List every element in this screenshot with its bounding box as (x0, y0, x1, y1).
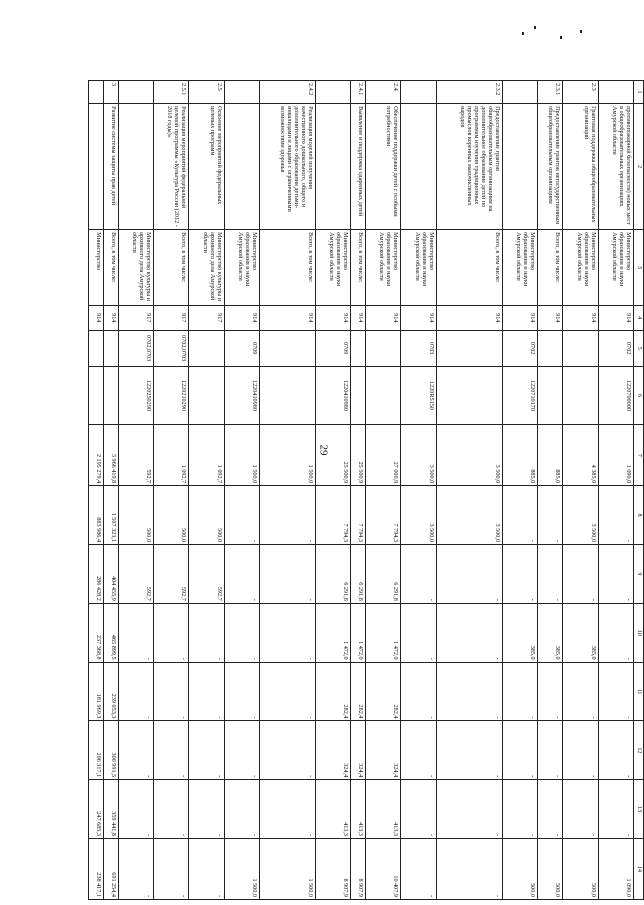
table-cell: 592,7 (118, 545, 153, 604)
table-cell (103, 330, 118, 366)
table-cell: 2.4.1 (351, 81, 366, 104)
table-cell: 914 (436, 305, 502, 330)
table-cell: Министерство образования и науки Амурской области (224, 230, 259, 306)
table-cell: Министерство культуры и архивного дела Амурской области (189, 230, 224, 306)
table-cell: - (502, 780, 537, 839)
table-cell: - (401, 662, 436, 721)
table-cell: 3 966 419,8 (103, 425, 118, 486)
table-cell: 181 969,3 (89, 662, 104, 721)
table-cell (351, 366, 366, 425)
table-cell: Реализация мероприятий федеральной целевой программы «Культура России (2012 - 2018 годы)» (153, 104, 188, 230)
table-cell: Министерство образования и науки Амурской области (598, 230, 633, 306)
table-cell: 385,0 (502, 603, 537, 662)
table-cell: 2.3 (563, 81, 598, 104)
table-cell: 914 (538, 305, 563, 330)
table-cell: 2.5.1 (153, 81, 188, 104)
table-cell: 413,3 (365, 780, 400, 839)
table-cell: Предоставление грантов негосударственным общеобразовательным организациям (538, 104, 563, 230)
table-cell: - (563, 721, 598, 780)
table-cell: 282,4 (351, 662, 366, 721)
table-cell: Всего, в том числе: (436, 230, 502, 306)
table-cell (563, 366, 598, 425)
header-cell: 14 (634, 839, 644, 900)
table-cell: Освоение мероприятий федеральных целевых программ (189, 104, 224, 230)
table-cell: 1220250290 (118, 366, 153, 425)
table-cell: 25 500,9 (315, 425, 350, 486)
table-cell: 2.4.2 (259, 81, 315, 104)
table-cell: 7 794,3 (315, 486, 350, 545)
header-cell: 4 (634, 305, 644, 330)
table-cell: 1220410980 (224, 366, 259, 425)
table-cell: 2 195 279,4 (89, 425, 104, 486)
table-cell (401, 81, 436, 104)
table-cell: Министерство (89, 230, 104, 306)
table-cell: - (259, 721, 315, 780)
table-cell: - (598, 486, 633, 545)
table-cell: - (224, 603, 259, 662)
table-cell: 914 (502, 305, 537, 330)
table-cell: 27 000,9 (365, 425, 400, 486)
table-cell: - (598, 603, 633, 662)
table-cell: - (538, 486, 563, 545)
table-cell: - (502, 486, 537, 545)
table-cell: 282,4 (365, 662, 400, 721)
table-cell: - (502, 721, 537, 780)
table-cell: 883 986,4 (89, 486, 104, 545)
header-cell: 3 (634, 230, 644, 306)
table-cell (563, 330, 598, 366)
table-cell (259, 330, 315, 366)
table-cell (436, 366, 502, 425)
table-cell: 6 291,8 (365, 545, 400, 604)
header-cell: 9 (634, 545, 644, 604)
table-cell: - (538, 721, 563, 780)
table-row (118, 81, 153, 900)
table-cell: 1 092,7 (153, 425, 188, 486)
table-cell: 282,4 (315, 662, 350, 721)
table-cell: - (118, 721, 153, 780)
table-cell: 4 385,0 (563, 425, 598, 486)
table-cell: - (259, 780, 315, 839)
table-row (598, 81, 633, 900)
table-cell: 592,7 (118, 425, 153, 486)
table-cell: - (224, 486, 259, 545)
table-cell (89, 330, 104, 366)
table-cell: - (153, 839, 188, 900)
table-cell: Всего, в том числе: (538, 230, 563, 306)
table-cell: - (598, 662, 633, 721)
table-cell: 1 090,0 (598, 425, 633, 486)
table-cell: 413,3 (351, 780, 366, 839)
table-cell: - (563, 545, 598, 604)
table-cell: Выявление и поддержка одаренных детей (351, 104, 366, 230)
table-cell: 10 407,9 (365, 839, 400, 900)
table-cell: - (224, 545, 259, 604)
table-cell: 1 507 323,1 (103, 486, 118, 545)
table-row (563, 81, 598, 900)
table-row (315, 81, 350, 900)
header-cell: 10 (634, 603, 644, 662)
table-cell (365, 366, 400, 425)
table-cell: Всего, в том числе: (153, 230, 188, 306)
table-cell (103, 366, 118, 425)
header-cell: 13 (634, 780, 644, 839)
table-cell: - (436, 545, 502, 604)
table-cell: 914 (563, 305, 598, 330)
table-row (153, 81, 188, 900)
table-cell (538, 330, 563, 366)
table-cell (189, 330, 224, 366)
table-cell: 385,0 (563, 603, 598, 662)
table-cell (436, 330, 502, 366)
table-cell: 500,0 (538, 839, 563, 900)
table-cell (89, 104, 104, 230)
table-cell: 1220710170 (502, 366, 537, 425)
table-cell: - (224, 780, 259, 839)
table-cell: Всего, в том числе: (259, 230, 315, 306)
table-cell: 413,3 (315, 780, 350, 839)
budget-table (88, 80, 644, 900)
rotated-table-area (88, 80, 644, 900)
table-cell: 7 794,3 (351, 486, 366, 545)
table-cell: 691 254,4 (103, 839, 118, 900)
table-cell: 359 441,8 (103, 780, 118, 839)
table-cell: 500,0 (118, 486, 153, 545)
table-cell: 914 (401, 305, 436, 330)
table-cell: - (563, 780, 598, 839)
table-cell: 3 500,0 (401, 486, 436, 545)
table-row (103, 81, 118, 900)
header-cell: 8 (634, 486, 644, 545)
table-cell (89, 81, 104, 104)
table-cell: 324,4 (351, 721, 366, 780)
header-row (634, 81, 644, 900)
table-cell: - (259, 545, 315, 604)
table-cell: 0702 (598, 330, 633, 366)
table-cell: 914 (365, 305, 400, 330)
table-body (89, 81, 634, 900)
table-cell: 239 053,3 (103, 662, 118, 721)
table-cell: 500,0 (153, 486, 188, 545)
table-row (502, 81, 537, 900)
table-cell (189, 366, 224, 425)
table-cell (315, 104, 350, 230)
table-cell: - (401, 780, 436, 839)
table-cell: 917 (189, 305, 224, 330)
table-cell: 8 907,9 (351, 839, 366, 900)
table-cell: 465 899,5 (103, 603, 118, 662)
table-cell: Всего, в том числе: (351, 230, 366, 306)
table-cell: - (436, 662, 502, 721)
page-number: 29 (317, 444, 330, 456)
table-cell: - (401, 721, 436, 780)
table-cell: 0702,0703 (153, 330, 188, 366)
header-cell: 6 (634, 366, 644, 425)
table-cell: - (598, 721, 633, 780)
table-cell: 0709 (315, 330, 350, 366)
table-cell: - (436, 780, 502, 839)
table-cell (538, 366, 563, 425)
table-cell: 914 (315, 305, 350, 330)
table-cell: 286 428,2 (89, 545, 104, 604)
table-cell: - (118, 839, 153, 900)
table-cell: - (538, 780, 563, 839)
table-cell: 1220410980 (315, 366, 350, 425)
table-cell (365, 330, 400, 366)
table-cell: - (189, 780, 224, 839)
table-cell: 324,4 (365, 721, 400, 780)
table-row (538, 81, 563, 900)
table-cell: 25 500,9 (351, 425, 366, 486)
table-cell: 238 417,1 (89, 839, 104, 900)
table-cell (118, 104, 153, 230)
scan-specks (520, 22, 600, 42)
table-row (224, 81, 259, 900)
table-cell: - (502, 545, 537, 604)
table-cell: Всего, в том числе: (103, 230, 118, 306)
table-cell: 3 500,0 (563, 486, 598, 545)
table-cell: 6 291,8 (351, 545, 366, 604)
table-cell: 237 368,8 (89, 603, 104, 662)
table-cell: 3 500,0 (436, 425, 502, 486)
table-cell (224, 81, 259, 104)
table-cell: - (436, 721, 502, 780)
table-cell: 0703 (401, 330, 436, 366)
table-cell: - (502, 662, 537, 721)
table-cell: - (401, 839, 436, 900)
table-cell: - (563, 662, 598, 721)
table-cell: 3 500,0 (401, 425, 436, 486)
table-cell: 7 794,3 (365, 486, 400, 545)
table-cell (502, 81, 537, 104)
table-cell: 2.5 (189, 81, 224, 104)
table-cell (315, 81, 350, 104)
table-cell: - (259, 662, 315, 721)
table-cell: - (189, 721, 224, 780)
table-cell: 500,0 (563, 839, 598, 900)
table-cell: Грантовая поддержка общеобразовательных организаций (563, 104, 598, 230)
table-cell: Министерство культуры и архивного дела Амурской области (118, 230, 153, 306)
table-cell: 885,0 (538, 425, 563, 486)
table-row (365, 81, 400, 900)
table-cell: 1220R5150 (401, 366, 436, 425)
table-cell: противопожарной безопасности) новых мест в общеобразовательных организациях Амурской области (598, 104, 633, 230)
header-cell: 7 (634, 425, 644, 486)
table-cell: Обеспечение поддержки детей с особыми потребностями (365, 104, 400, 230)
table-cell: 500,0 (502, 839, 537, 900)
table-cell: - (436, 839, 502, 900)
table-cell: Министерство образования и науки Амурской области (365, 230, 400, 306)
table-cell (224, 104, 259, 230)
table-cell: 8 907,9 (315, 839, 350, 900)
table-cell: - (224, 721, 259, 780)
table-cell: - (189, 603, 224, 662)
table-cell: 885,0 (502, 425, 537, 486)
table-cell: 3 500,0 (436, 486, 502, 545)
table-cell: 247 685,3 (89, 780, 104, 839)
table-cell (351, 330, 366, 366)
table-cell: 404 455,9 (103, 545, 118, 604)
table-cell: Министерство образования и науки Амурской области (502, 230, 537, 306)
table-cell (118, 81, 153, 104)
table-cell: 2.3.1 (538, 81, 563, 104)
table-cell: - (189, 662, 224, 721)
table-cell: 0702 (502, 330, 537, 366)
table-cell: - (118, 780, 153, 839)
table-cell: 2.3.2 (436, 81, 502, 104)
table-cell (502, 104, 537, 230)
table-cell: Министерство образования и науки Амурской области (563, 230, 598, 306)
header-cell: 2 (634, 104, 644, 230)
table-row (89, 81, 104, 900)
table-cell: 1 090,0 (598, 839, 633, 900)
table-cell: 500,0 (189, 486, 224, 545)
table-cell: 3 (103, 81, 118, 104)
table-cell: 2.4 (365, 81, 400, 104)
table-cell: 1220210290 (153, 366, 188, 425)
table-cell: Предоставление грантов общеобразовательным организациям на дополнительное образование детей по программам изучения традиционных промыслов коренных малочисленных народов (436, 104, 502, 230)
table-cell: 1 500,0 (259, 839, 315, 900)
table-cell: - (401, 545, 436, 604)
table-row (436, 81, 502, 900)
table-cell: 914 (224, 305, 259, 330)
table-cell: - (153, 780, 188, 839)
table-cell: 917 (153, 305, 188, 330)
table-cell: - (538, 545, 563, 604)
table-cell: 917 (118, 305, 153, 330)
table-cell: - (598, 545, 633, 604)
table-row (189, 81, 224, 900)
table-cell: 1 472,0 (351, 603, 366, 662)
table-cell: - (259, 486, 315, 545)
table-cell: Развитие системы защиты прав детей (103, 104, 118, 230)
table-cell: 914 (259, 305, 315, 330)
table-row (351, 81, 366, 900)
table-cell (259, 366, 315, 425)
table-row (259, 81, 315, 900)
header-cell: 1 (634, 81, 644, 104)
table-cell: - (538, 662, 563, 721)
table-cell: - (401, 603, 436, 662)
table-cell: Реализация моделей получения качественного дошкольного, общего и дополнительного образования детьми-инвалидами и лицами с ограниченными возможностями здоровья (259, 104, 315, 230)
table-row (401, 81, 436, 900)
table-cell: - (189, 839, 224, 900)
table-cell: 914 (103, 305, 118, 330)
table-cell: 0709 (224, 330, 259, 366)
table-cell: 1 500,0 (259, 425, 315, 486)
table-cell: - (224, 662, 259, 721)
table-cell: 206 317,1 (89, 721, 104, 780)
table-cell: 592,7 (153, 545, 188, 604)
table-cell: 914 (351, 305, 366, 330)
table-cell: 300 991,5 (103, 721, 118, 780)
table-cell: 385,0 (538, 603, 563, 662)
table-cell (598, 81, 633, 104)
table-cell: - (153, 603, 188, 662)
table-cell: 1 500,0 (224, 425, 259, 486)
table-cell: 324,4 (315, 721, 350, 780)
table-cell: - (598, 780, 633, 839)
table-cell: Министерство образования и науки Амурской области (315, 230, 350, 306)
table-cell (401, 104, 436, 230)
table-cell: Министерство образования и науки Амурской области (401, 230, 436, 306)
table-cell: 1 472,0 (315, 603, 350, 662)
table-cell: - (259, 603, 315, 662)
table-cell (89, 366, 104, 425)
header-cell: 12 (634, 721, 644, 780)
table-cell: - (118, 662, 153, 721)
table-cell: 914 (89, 305, 104, 330)
table-cell: 1 500,0 (224, 839, 259, 900)
table-cell: - (436, 603, 502, 662)
table-cell: 592,7 (189, 545, 224, 604)
table-cell: 6 291,8 (315, 545, 350, 604)
table-cell: 1220700000 (598, 366, 633, 425)
table-cell: - (153, 721, 188, 780)
table-cell: - (118, 603, 153, 662)
table-cell: 1 472,0 (365, 603, 400, 662)
table-cell: 0702,0703 (118, 330, 153, 366)
header-cell: 11 (634, 662, 644, 721)
table-cell: 1 092,7 (189, 425, 224, 486)
table-cell: - (153, 662, 188, 721)
header-cell: 5 (634, 330, 644, 366)
table-cell: 914 (598, 305, 633, 330)
